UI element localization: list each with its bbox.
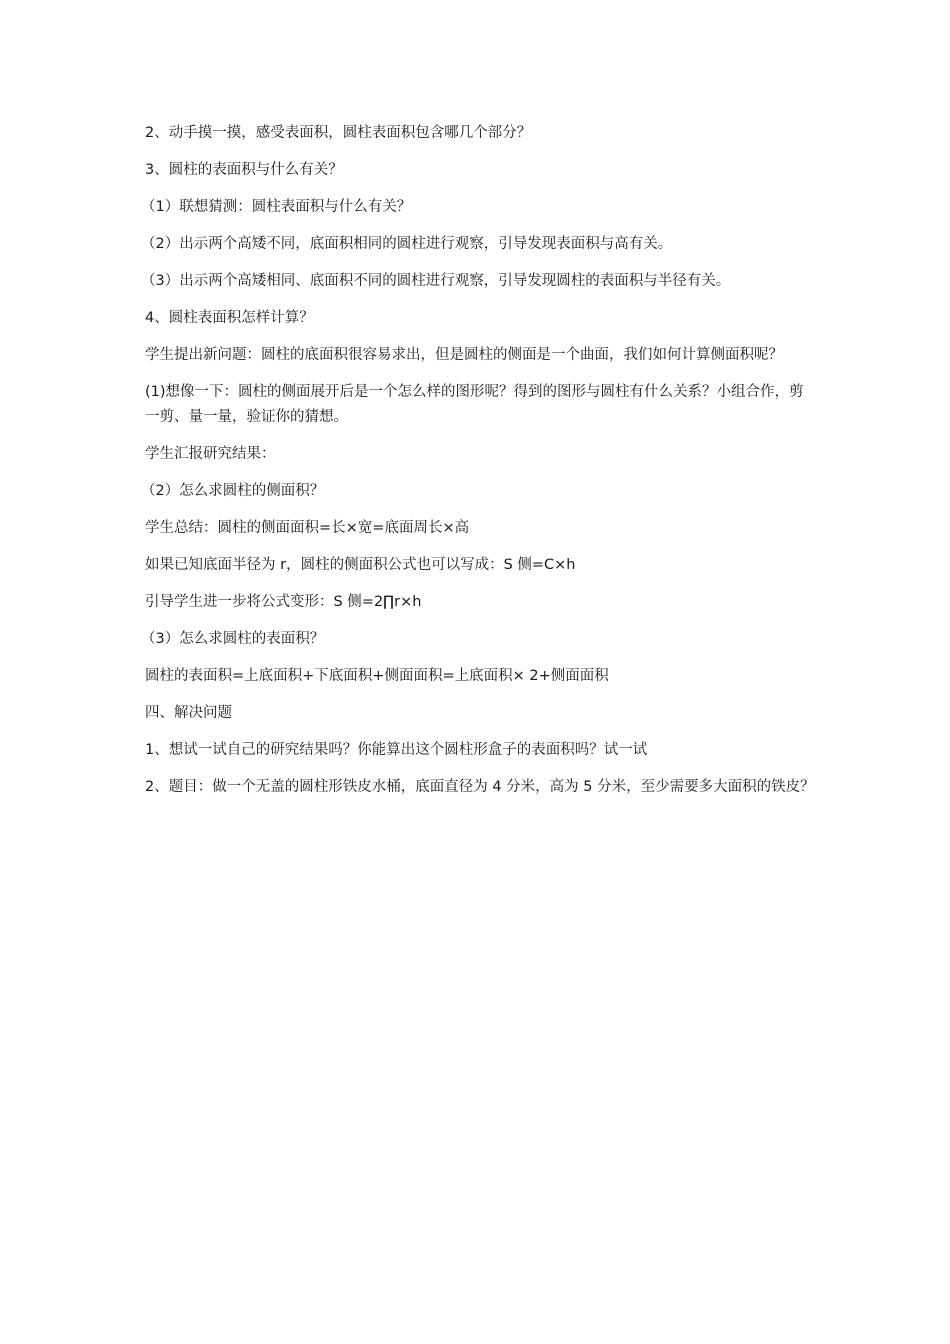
- paragraph-imagine-unfold: (1)想像一下：圆柱的侧面展开后是一个怎么样的图形呢？得到的图形与圆柱有什么关系？小组合作，剪一剪、量一量，验证你的猜想。: [145, 384, 804, 425]
- paragraph-guess: （1）联想猜测：圆柱表面积与什么有关？: [141, 199, 412, 215]
- paragraph-radius-relation: （3）出示两个高矮相同、底面积不同的圆柱进行观察，引导发现圆柱的表面积与半径有关。: [141, 273, 731, 289]
- paragraph-try-it: 1、想试一试自己的研究结果吗？你能算出这个圆柱形盒子的表面积吗？试一试: [145, 742, 648, 758]
- section-heading-solve-problems: 四、解决问题: [145, 705, 232, 721]
- document-page: [141, 121, 815, 812]
- paragraph-transformed-formula: 引导学生进一步将公式变形：S 侧=2∏r×h: [145, 594, 422, 610]
- paragraph-touch-surface: 2、动手摸一摸，感受表面积，圆柱表面积包含哪几个部分？: [145, 125, 532, 141]
- paragraph-surface-area-formula: 圆柱的表面积=上底面积+下底面积+侧面面积=上底面积× 2+侧面面积: [145, 668, 609, 684]
- paragraph-report-results: 学生汇报研究结果：: [145, 446, 276, 462]
- paragraph-surface-factors: 3、圆柱的表面积与什么有关？: [145, 162, 343, 178]
- paragraph-radius-formula: 如果已知底面半径为 r，圆柱的侧面积公式也可以写成：S 侧=C×h: [145, 557, 576, 573]
- paragraph-new-question: 学生提出新问题：圆柱的底面积很容易求出，但是圆柱的侧面是一个曲面，我们如何计算侧面积呢？: [145, 347, 783, 363]
- paragraph-summary-formula: 学生总结：圆柱的侧面面积=长×宽=底面周长×高: [145, 520, 470, 536]
- paragraph-bucket-problem: 2、题目：做一个无盖的圆柱形铁皮水桶，底面直径为 4 分米，高为 5 分米，至少需要多大面积的铁皮？: [145, 779, 815, 795]
- paragraph-surface-area-question: （3）怎么求圆柱的表面积？: [141, 631, 325, 647]
- paragraph-height-relation: （2）出示两个高矮不同，底面积相同的圆柱进行观察，引导发现表面积与高有关。: [141, 236, 673, 252]
- paragraph-how-to-calc: 4、圆柱表面积怎样计算？: [145, 310, 314, 326]
- paragraph-lateral-area-question: （2）怎么求圆柱的侧面积？: [141, 483, 325, 499]
